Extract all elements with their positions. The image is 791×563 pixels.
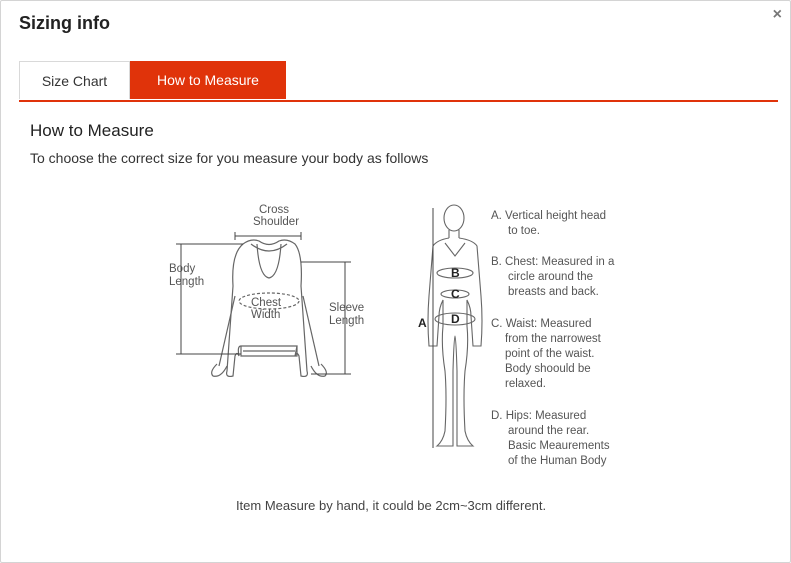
item-c-line-4: Body shoould be [505, 363, 591, 375]
label-body-length-2: Length [169, 276, 205, 288]
label-chest-width-2: Width [251, 309, 281, 321]
item-c-line-3: point of the waist. [505, 348, 595, 360]
section-subheading: To choose the correct size for you measure your body as follows [30, 150, 429, 166]
item-d-line-4: of the Human Body [508, 455, 607, 467]
tab-how-to-measure[interactable]: How to Measure [130, 61, 286, 99]
item-b-line-1: B. Chest: Measured in a [491, 256, 615, 268]
label-cross-shoulder-1: Cross [259, 204, 290, 216]
item-c-line-5: relaxed. [505, 378, 546, 390]
item-d-line-2: around the rear. [508, 425, 590, 437]
tab-size-chart[interactable]: Size Chart [19, 61, 130, 99]
close-icon[interactable]: × [772, 6, 782, 23]
measure-list [491, 210, 615, 467]
item-d-line-3: Basic Meaurements [508, 440, 610, 452]
measurement-diagram [161, 196, 641, 481]
marker-b: B [451, 266, 460, 280]
dialog-title: Sizing info [19, 13, 110, 33]
item-a-line-2: to toe. [508, 225, 540, 237]
label-sleeve-length-1: Sleeve [329, 302, 365, 314]
item-c-line-2: from the narrowest [505, 333, 601, 345]
marker-a: A [418, 316, 427, 330]
footer-note: Item Measure by hand, it could be 2cm~3cm different. [235, 498, 547, 513]
marker-d: D [451, 312, 460, 326]
label-chest-width-1: Chest [251, 297, 282, 309]
item-a-line-1: A. Vertical height head [491, 210, 607, 222]
item-b-line-3: breasts and back. [508, 286, 599, 298]
label-body-length-1: Body [169, 263, 196, 275]
section-heading: How to Measure [30, 121, 154, 140]
label-sleeve-length-2: Length [329, 315, 365, 327]
item-c-line-1: C. Waist: Measured [491, 318, 592, 330]
item-d-line-1: D. Hips: Measured [491, 410, 587, 422]
marker-c: C [451, 287, 460, 301]
item-b-line-2: circle around the [508, 271, 594, 283]
label-cross-shoulder-2: Shoulder [253, 216, 300, 228]
tab-bar [19, 61, 778, 102]
